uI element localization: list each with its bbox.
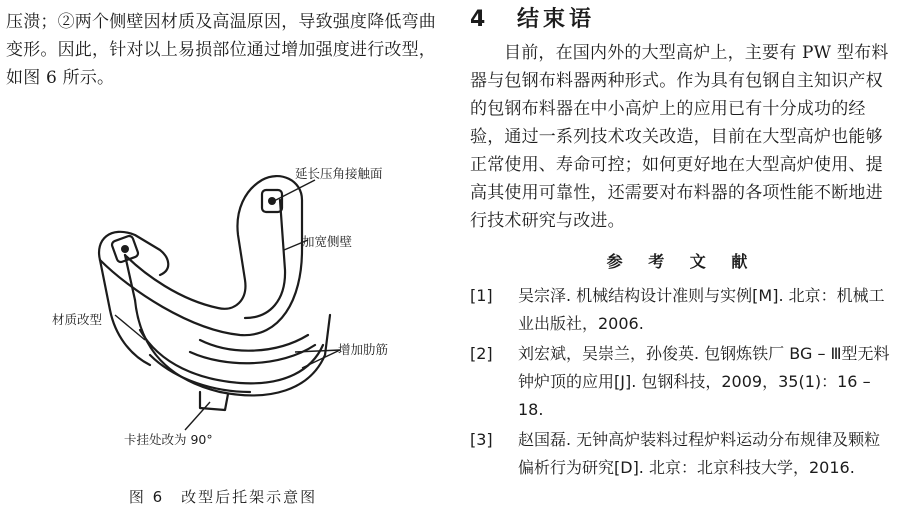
reference-item xyxy=(470,340,894,424)
reference-text: 吴宗泽. 机械结构设计准则与实例[M]. 北京：机械工业出版社，2006. xyxy=(518,286,885,333)
label-material-change: 材质改型 xyxy=(52,312,103,327)
section-heading xyxy=(470,2,894,33)
figure-caption: 图 6 改型后托架示意图 xyxy=(128,488,318,506)
references-heading: 参 考 文 献 xyxy=(606,252,758,271)
right-column xyxy=(470,2,894,484)
section-title: 结束语 xyxy=(516,7,595,32)
bracket-drawing xyxy=(40,140,440,470)
left-column xyxy=(6,8,446,92)
reference-number: [1] xyxy=(470,286,493,305)
label-add-ribs: 增加肋筋 xyxy=(338,342,389,357)
section-paragraph: 目前，在国内外的大型高炉上，主要有 PW 型布料器与包钢布料器两种形式。作为具有包钢自主知识产权的包钢布料器在中小高炉上的应用已有十分成功的经验，通过一系列技术攻关改造，目前在大型高炉也能够正常使用、寿命可控；如何更好地在大型高炉使用、提高其使用可靠性，还需要对布料器的各项性能不断地进行技术研究与改进。 xyxy=(470,43,889,231)
reference-text: 刘宏斌，吴崇兰，孙俊英. 包钢炼铁厂 BG – Ⅲ型无料钟炉顶的应用[J]. 包钢科技，2009，35(1)：16 – 18. xyxy=(518,344,890,419)
label-extend-contact: 延长压角接触面 xyxy=(295,166,383,181)
section-number: 4 xyxy=(470,7,490,32)
reference-number: [3] xyxy=(470,430,493,449)
reference-text: 赵国磊. 无钟高炉装料过程炉料运动分布规律及颗粒偏析行为研究[D]. 北京：北京科技大学，2016. xyxy=(518,430,881,477)
label-widen-wall: 加宽侧壁 xyxy=(302,234,353,249)
reference-item xyxy=(470,426,894,482)
reference-number: [2] xyxy=(470,344,493,363)
bracket-figure xyxy=(40,140,440,470)
left-paragraph: 压溃；②两个侧壁因材质及高温原因，导致强度降低弯曲变形。因此，针对以上易损部位通过增加强度进行改型，如图 6 所示。 xyxy=(6,12,436,88)
reference-item xyxy=(470,282,894,338)
label-clamp-90: 卡挂处改为 90° xyxy=(124,432,213,447)
